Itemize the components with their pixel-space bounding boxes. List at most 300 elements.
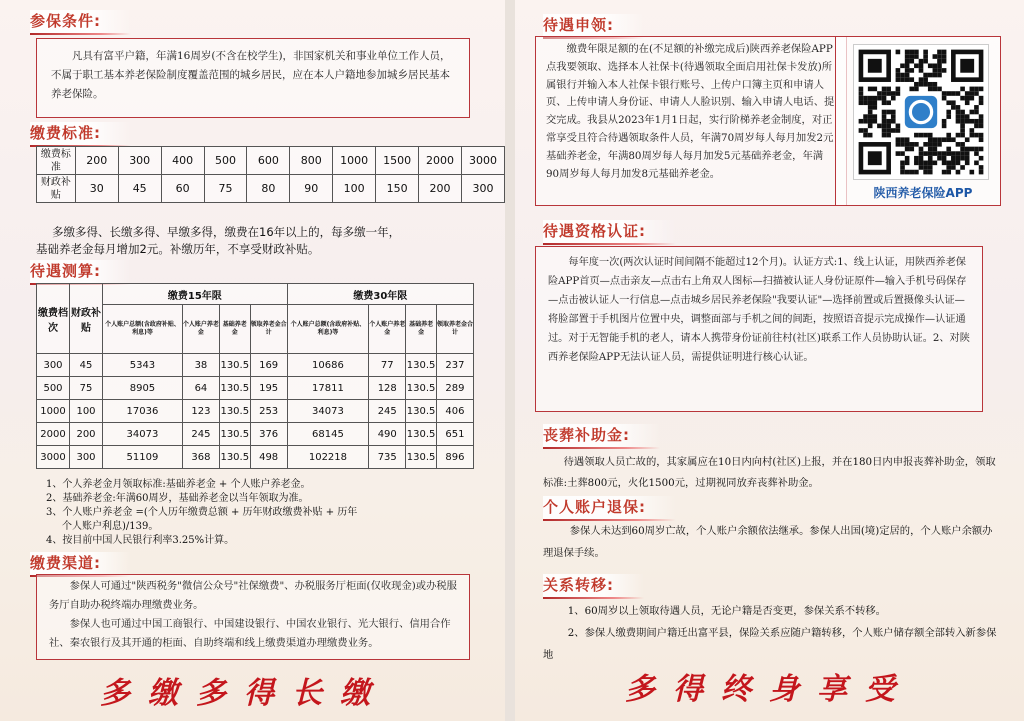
estimate-cell: 130.5	[406, 446, 437, 469]
qr-module	[882, 100, 887, 105]
qr-module	[928, 147, 933, 152]
qr-module	[942, 151, 947, 156]
qr-module	[960, 133, 965, 138]
qr-module	[863, 100, 868, 105]
qr-module	[919, 59, 924, 64]
qr-module	[859, 87, 864, 92]
estimate-cell: 51109	[103, 446, 183, 469]
qr-module	[909, 142, 914, 147]
qr-module	[960, 147, 965, 152]
qr-module	[979, 133, 984, 138]
qr-module	[979, 96, 984, 101]
qr-module	[979, 170, 984, 175]
qr-module	[970, 170, 975, 175]
qr-module	[896, 77, 901, 82]
estimate-cell: 253	[250, 400, 287, 423]
qr-module	[914, 82, 919, 87]
estimate-row	[37, 446, 474, 469]
qr-module	[965, 156, 970, 161]
qr-module	[928, 161, 933, 166]
qr-module	[886, 110, 891, 115]
qr-module	[942, 59, 947, 64]
level-cell: 1000	[333, 147, 376, 175]
qr-module	[951, 105, 956, 110]
qr-module	[891, 96, 896, 101]
qr-module	[933, 147, 938, 152]
estimate-note-4: 4、按目前中国人民银行利率3.25%计算。	[46, 535, 235, 546]
qr-module	[956, 161, 961, 166]
qr-module	[868, 133, 873, 138]
page-gutter	[505, 0, 515, 721]
qr-module	[914, 50, 919, 55]
qr-module	[974, 91, 979, 96]
qr-module	[900, 142, 905, 147]
withdrawal-text: 参保人未达到60周岁亡故，个人账户余额依法继承。参保人出国(境)定居的，个人账户余额办理退保手续。	[543, 525, 993, 559]
qr-module	[905, 68, 910, 73]
qr-module	[951, 137, 956, 142]
subsidy-cell: 300	[461, 175, 504, 203]
qr-module	[970, 110, 975, 115]
estimate-cell: 896	[436, 446, 473, 469]
qr-module	[905, 73, 910, 78]
qr-module	[909, 170, 914, 175]
estimate-cell: 34073	[103, 423, 183, 446]
subsidy-cell: 90	[290, 175, 333, 203]
estimate-cell: 100	[70, 400, 103, 423]
estimate-cell: 2000	[37, 423, 70, 446]
estimate-cell: 130.5	[219, 423, 250, 446]
qr-finder-tl	[859, 50, 891, 82]
qr-module	[872, 96, 877, 101]
estimate-cell: 651	[436, 423, 473, 446]
qr-module	[882, 119, 887, 124]
qr-module	[859, 96, 864, 101]
qr-module	[863, 128, 868, 133]
qr-module	[923, 161, 928, 166]
qr-module	[942, 91, 947, 96]
funeral-text: 待遇领取人员亡故的，其家属应在10日内向村(社区)上报，并在180日内申报丧葬补助金，领取标准:土葬800元，火化1500元，过期视同放弃丧葬补助金。	[543, 456, 996, 489]
qr-module	[882, 114, 887, 119]
qr-module	[942, 119, 947, 124]
level-cell: 300	[118, 147, 161, 175]
estimate-note-1: 1、个人养老金月领取标准:基础养老金 + 个人账户养老金。	[46, 479, 311, 490]
qr-module	[960, 110, 965, 115]
qr-module	[951, 165, 956, 170]
qr-module	[937, 137, 942, 142]
subsidy-cell: 30	[75, 175, 118, 203]
qr-module	[970, 87, 975, 92]
qr-module	[859, 119, 864, 124]
qr-module	[928, 63, 933, 68]
qr-module	[974, 147, 979, 152]
qr-code-icon[interactable]	[853, 44, 989, 180]
benefit-claim-text: 缴费年限足额的在(不足额的补缴完成后)陕西养老保险APP点我要领取、选择本人社保卡(待遇领取全面启用社保卡发放)所属银行并输入本人社保卡银行账号、上传户口簿主页和申请人页、上传申请人身份证、申请人人脸识别、输入申请人电话、提交完成。我县从2023年1月1日起，实行阶梯养老金制度，对正常享受且符合待遇领取条件人员，年满70周岁每人每月加发2元基础养老金，年满80周岁每人每月加发5元基础养老金，年满90周岁每人每月加发8元基础养老金。	[535, 36, 847, 206]
estimate-cell: 195	[250, 377, 287, 400]
qr-module	[914, 170, 919, 175]
row-head-subsidy: 财政补贴	[37, 175, 76, 203]
qr-module	[974, 133, 979, 138]
qr-module	[933, 151, 938, 156]
qr-module	[928, 82, 933, 87]
qr-module	[974, 151, 979, 156]
qr-module	[974, 110, 979, 115]
qr-module	[900, 73, 905, 78]
qr-module	[868, 105, 873, 110]
subsidy-cell: 80	[247, 175, 290, 203]
estimate-cell: 8905	[103, 377, 183, 400]
qr-module	[868, 119, 873, 124]
qr-module	[933, 137, 938, 142]
qr-module	[951, 100, 956, 105]
estimate-cell: 130.5	[406, 354, 437, 377]
qr-module	[946, 170, 951, 175]
level-cell: 600	[247, 147, 290, 175]
qr-module	[877, 124, 882, 129]
qr-module	[923, 73, 928, 78]
payment-note-2: 基础养老金每月增加2元。补缴历年，不享受财政补贴。	[36, 242, 320, 256]
qr-module	[946, 91, 951, 96]
qr-module	[882, 133, 887, 138]
qr-module	[896, 68, 901, 73]
qr-module	[923, 170, 928, 175]
qr-module	[942, 170, 947, 175]
qr-module	[905, 147, 910, 152]
qr-module	[942, 50, 947, 55]
right-page	[515, 0, 1024, 721]
qr-module	[886, 128, 891, 133]
estimate-cell: 130.5	[406, 423, 437, 446]
section-title-transfer: 关系转移:	[543, 574, 644, 597]
estimate-cell: 130.5	[406, 377, 437, 400]
qr-module	[946, 165, 951, 170]
qr-module	[937, 59, 942, 64]
qr-module	[891, 119, 896, 124]
qr-module	[956, 170, 961, 175]
slogan-right: 多得终身享受	[625, 672, 913, 707]
qr-module	[979, 100, 984, 105]
estimate-cell: 68145	[287, 423, 369, 446]
estimate-cell: 34073	[287, 400, 369, 423]
estimate-cell: 5343	[103, 354, 183, 377]
qr-module	[960, 142, 965, 147]
qr-module	[859, 128, 864, 133]
qr-module	[974, 105, 979, 110]
qr-module	[965, 137, 970, 142]
qr-module	[919, 151, 924, 156]
qr-module	[974, 161, 979, 166]
qr-module	[896, 91, 901, 96]
transfer-line-1: 1、60周岁以上领取待遇人员，无论户籍是否变更，参保关系不转移。	[567, 605, 886, 617]
qr-module	[965, 100, 970, 105]
estimate-cell: 498	[250, 446, 287, 469]
qr-module	[970, 128, 975, 133]
qr-module	[896, 50, 901, 55]
qr-module	[891, 91, 896, 96]
qr-module	[868, 114, 873, 119]
level-cell: 2000	[419, 147, 462, 175]
estimate-cell: 64	[182, 377, 219, 400]
qr-module	[942, 96, 947, 101]
estimate-cell: 128	[369, 377, 406, 400]
estimate-cell: 245	[182, 423, 219, 446]
qr-module	[872, 100, 877, 105]
qr-module	[905, 63, 910, 68]
estimate-cell: 500	[37, 377, 70, 400]
estimate-row	[37, 377, 474, 400]
eligibility-text: 凡具有富平户籍，年满16周岁(不含在校学生)，非国家机关和事业单位工作人员，不属于职工基本养老保险制度覆盖范围的城乡居民，应在本人户籍地参加城乡居民基本养老保险。	[36, 38, 470, 118]
qr-module	[882, 124, 887, 129]
level-cell: 800	[290, 147, 333, 175]
qr-module	[928, 165, 933, 170]
qr-module	[960, 96, 965, 101]
qr-module	[868, 87, 873, 92]
qr-module	[891, 114, 896, 119]
qr-module	[923, 50, 928, 55]
qr-module	[946, 133, 951, 138]
qr-module	[956, 156, 961, 161]
qr-module	[900, 151, 905, 156]
qr-module	[905, 59, 910, 64]
qr-module	[919, 82, 924, 87]
qr-module	[979, 124, 984, 129]
qr-module	[909, 87, 914, 92]
qualification-text: 每年度一次(两次认证时间间隔不能超过12个月)。认证方式:1、线上认证，用陕西养老保险APP首页—点击亲友—点击右上角双人图标—扫描被认证人身份证原件—输入手机号码保存—点击被认证人一行信息—点击城乡居民养老保险"我要认证"—选择前置或后置摄像头认证—将脸部置于手机图片位置中央，调整面部与手机之间的间距，按照语音提示完成操作—认证通过。对于无智能手机的老人，请本人携带身份证前往村(社区)联系工作人员协助认证。2、对陕西养老保险APP无法认证人员，需提供证明进行核心认证。	[535, 246, 983, 412]
qr-label: 陕西养老保险APP	[873, 186, 973, 200]
estimate-cell: 130.5	[406, 400, 437, 423]
qr-module	[956, 110, 961, 115]
qr-module	[946, 147, 951, 152]
qr-module	[923, 133, 928, 138]
estimate-note-3: 3、个人账户养老金 =(个人历年缴费总额 + 历年财政缴费补贴 + 历年	[46, 507, 358, 518]
qr-module	[900, 165, 905, 170]
estimate-cell: 169	[250, 354, 287, 377]
qr-module	[933, 73, 938, 78]
payment-note-1: 多缴多得、长缴多得、早缴多得，缴费在16年以上的，每多缴一年，	[52, 225, 401, 239]
qr-module	[882, 128, 887, 133]
qr-module	[859, 100, 864, 105]
qr-module	[868, 100, 873, 105]
estimate-cell: 300	[70, 446, 103, 469]
qr-module	[877, 96, 882, 101]
qr-module	[905, 161, 910, 166]
subhead-account-pension: 个人账户养老金	[182, 305, 219, 354]
qr-module	[923, 142, 928, 147]
qr-module	[956, 114, 961, 119]
qr-module	[942, 68, 947, 73]
qr-module	[923, 59, 928, 64]
subsidy-cell: 60	[161, 175, 204, 203]
qr-module	[974, 119, 979, 124]
estimate-note-3b: 个人账户利息)/139。	[62, 521, 159, 532]
qr-module	[886, 119, 891, 124]
qr-module	[900, 161, 905, 166]
qr-module	[872, 87, 877, 92]
section-title-eligibility: 参保条件:	[30, 10, 131, 33]
qr-module	[914, 161, 919, 166]
qr-module	[960, 114, 965, 119]
qr-module	[859, 91, 864, 96]
estimate-cell: 75	[70, 377, 103, 400]
qr-module	[909, 54, 914, 59]
qr-module	[900, 63, 905, 68]
qr-module	[960, 156, 965, 161]
subsidy-cell: 200	[419, 175, 462, 203]
section-title-funeral: 丧葬补助金:	[543, 424, 660, 447]
qr-module	[882, 91, 887, 96]
qr-module	[896, 73, 901, 78]
qr-module	[886, 100, 891, 105]
estimate-cell: 406	[436, 400, 473, 423]
qr-module	[937, 73, 942, 78]
estimate-cell: 200	[70, 423, 103, 446]
estimate-cell: 300	[37, 354, 70, 377]
qr-module	[905, 50, 910, 55]
estimate-note-2: 2、基础养老金:年满60周岁，基础养老金以当年领取为准。	[46, 493, 309, 504]
qr-module	[937, 156, 942, 161]
level-cell: 200	[75, 147, 118, 175]
qr-module	[979, 137, 984, 142]
qr-module	[905, 156, 910, 161]
qr-module	[896, 124, 901, 129]
qr-module	[909, 50, 914, 55]
qr-module	[937, 151, 942, 156]
qr-module	[946, 151, 951, 156]
qr-module	[960, 124, 965, 129]
qr-module	[919, 68, 924, 73]
qr-module	[965, 161, 970, 166]
subsidy-cell: 75	[204, 175, 247, 203]
qr-module	[960, 128, 965, 133]
qr-finder-tr	[951, 50, 983, 82]
qr-module	[923, 77, 928, 82]
subhead-total-pension: 领取养老金合计	[436, 305, 473, 354]
transfer-line-2: 2、参保人缴费期间户籍迁出富平县，保险关系应随户籍转移，个人账户储存额全部转入新参保地	[543, 627, 997, 661]
qr-module	[882, 96, 887, 101]
section-title-benefit-estimate: 待遇测算:	[30, 260, 131, 283]
subhead-basic-pension: 基础养老金	[219, 305, 250, 354]
payment-standard-table	[36, 146, 505, 203]
channels-line-2: 参保人也可通过中国工商银行、中国建设银行、中国农业银行、光大银行、信用合作社、秦农银行及其开通的柜面、自助终端和线上缴费渠道办理缴费业务。	[49, 618, 451, 649]
section-title-withdrawal: 个人账户退保:	[543, 496, 676, 519]
qr-module	[974, 87, 979, 92]
qr-finder-bl	[859, 142, 891, 174]
qr-module	[919, 156, 924, 161]
subsidy-row	[37, 175, 505, 203]
qr-module	[896, 142, 901, 147]
level-cell: 500	[204, 147, 247, 175]
qr-module	[960, 119, 965, 124]
qr-module	[882, 87, 887, 92]
qr-module	[868, 110, 873, 115]
qr-module	[937, 142, 942, 147]
qr-module	[905, 137, 910, 142]
qr-module	[928, 151, 933, 156]
estimate-cell: 289	[436, 377, 473, 400]
qr-module	[956, 151, 961, 156]
qr-module	[928, 87, 933, 92]
qr-module	[960, 151, 965, 156]
qr-module	[951, 151, 956, 156]
qr-module	[979, 165, 984, 170]
qr-module	[979, 147, 984, 152]
qr-module	[891, 110, 896, 115]
qr-module	[937, 87, 942, 92]
estimate-cell: 735	[369, 446, 406, 469]
qr-module	[933, 161, 938, 166]
qr-module	[900, 137, 905, 142]
qr-module	[919, 165, 924, 170]
qr-module	[863, 119, 868, 124]
qr-module	[979, 119, 984, 124]
subhead-account-pension: 个人账户养老金	[369, 305, 406, 354]
estimate-cell: 3000	[37, 446, 70, 469]
qr-module	[933, 142, 938, 147]
subhead-total-pension: 领取养老金合计	[250, 305, 287, 354]
qr-module	[863, 114, 868, 119]
estimate-cell: 17811	[287, 377, 369, 400]
qr-module	[965, 151, 970, 156]
qr-module	[974, 124, 979, 129]
qr-module	[933, 82, 938, 87]
qr-module	[905, 142, 910, 147]
qr-module	[933, 54, 938, 59]
qr-module	[923, 82, 928, 87]
qr-module	[914, 142, 919, 147]
qr-module	[942, 124, 947, 129]
qr-module	[956, 142, 961, 147]
qr-module	[919, 147, 924, 152]
qr-module	[923, 54, 928, 59]
qr-module	[868, 96, 873, 101]
qr-module	[933, 63, 938, 68]
estimate-cell: 17036	[103, 400, 183, 423]
level-cell: 3000	[461, 147, 504, 175]
qr-module	[928, 170, 933, 175]
estimate-cell: 1000	[37, 400, 70, 423]
qr-module	[914, 87, 919, 92]
qr-module	[896, 151, 901, 156]
qr-module	[942, 161, 947, 166]
subsidy-cell: 150	[376, 175, 419, 203]
estimate-cell: 130.5	[219, 377, 250, 400]
qr-module	[909, 59, 914, 64]
estimate-cell: 130.5	[219, 354, 250, 377]
qr-module	[914, 156, 919, 161]
head-15-years: 缴费15年限	[103, 284, 288, 305]
qr-module	[937, 68, 942, 73]
qr-module	[960, 87, 965, 92]
qr-module	[965, 96, 970, 101]
qr-module	[909, 147, 914, 152]
qr-module	[933, 68, 938, 73]
qr-module	[970, 91, 975, 96]
qr-module	[965, 91, 970, 96]
qr-module	[896, 87, 901, 92]
qr-module	[946, 110, 951, 115]
qr-module	[965, 147, 970, 152]
qr-module	[882, 110, 887, 115]
qr-module	[919, 77, 924, 82]
qr-module	[965, 114, 970, 119]
qr-module	[923, 151, 928, 156]
qr-module	[960, 165, 965, 170]
qr-module	[956, 119, 961, 124]
qr-module	[942, 54, 947, 59]
estimate-cell: 237	[436, 354, 473, 377]
qr-module	[946, 137, 951, 142]
section-title-qualification: 待遇资格认证:	[543, 220, 676, 243]
qr-module	[909, 68, 914, 73]
